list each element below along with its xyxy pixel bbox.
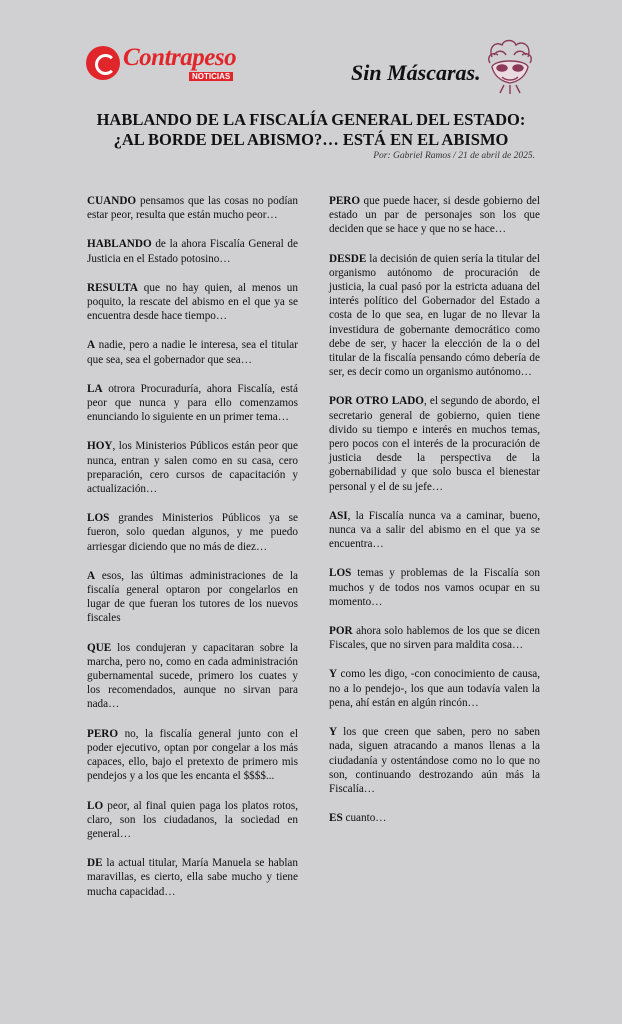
paragraph-text: que puede hacer, si desde gobierno del estado un par de personajes son los que deciden que se hace y que no se hace…: [329, 195, 540, 236]
left-column: [87, 194, 298, 914]
paragraph-text: ahora solo hablemos de los que se dicen Fiscales, que no sirven para maldita cosa…: [329, 625, 540, 652]
paragraph-lead: Y: [329, 668, 338, 681]
mask-icon: [484, 37, 536, 95]
paragraph-text: grandes Ministerios Públicos ya se fueron, solo quedan algunos, y me puedo arriesgar diciendo que no más de diez…: [87, 512, 298, 553]
article-paragraph: [87, 569, 298, 626]
paragraph-lead: LOS: [87, 512, 110, 525]
paragraph-text: , el segundo de abordo, el secretario general de gobierno, quien tiene divido su tiempo e interés en muchos temas, pero pocos con el interés de la procuración de justicia desde la perspectiva de la gobernabilidad y que solo busca el bienestar personal y el de su jefe…: [329, 395, 540, 493]
contrapeso-logo[interactable]: [86, 44, 256, 84]
paragraph-lead: PERO: [87, 727, 119, 740]
article-paragraph: [87, 382, 298, 425]
article-paragraph: [329, 624, 540, 652]
paragraph-text: de la ahora Fiscalía General de Justicia en el Estado potosino…: [87, 238, 298, 265]
paragraph-lead: DE: [87, 857, 103, 870]
article-paragraph: [329, 667, 540, 710]
article-paragraph: [87, 641, 298, 712]
article-paragraph: [87, 856, 298, 899]
paragraph-text: peor, al final quien paga los platos rotos, claro, son los ciudadanos, la sociedad en general…: [87, 799, 298, 840]
paragraph-text: , los Ministerios Públicos están peor que nunca, entran y salen como en su casa, cero preparación, cero cursos de capacitación y actualización…: [87, 440, 298, 496]
title-line-1: HABLANDO DE LA FISCALÍA GENERAL DEL ESTADO:: [96, 110, 526, 129]
paragraph-lead: ES: [329, 812, 343, 825]
paragraph-lead: PERO: [329, 195, 361, 207]
article-paragraph: [87, 237, 298, 265]
title-line-2: ¿AL BORDE DEL ABISMO?… ESTÁ EN EL ABISMO: [113, 130, 509, 149]
paragraph-lead: HABLANDO: [87, 238, 152, 251]
article-paragraph: [329, 394, 540, 493]
article-paragraph: [329, 509, 540, 552]
paragraph-text: que no hay quien, al menos un poquito, la rescate del abismo en el que ya se encuentra desde hace tiempo…: [87, 281, 298, 323]
paragraph-lead: Y: [329, 726, 338, 739]
article-paragraph: [329, 252, 540, 380]
paragraph-text: la decisión de quien sería la titular del organismo autónomo de procuración de justicia, la cual pasó por la estricta aduana del interés político del Gobernador del Estado a costa de lo que sea, en lugar de no llevar la investidura de gobernante democrático como debe de ser, y hacer la elección de la o del titular de la fiscalía pensando cómo debería de ser, es decir como un organismo autónomo…: [329, 252, 540, 379]
article-paragraph: [329, 725, 540, 796]
paragraph-text: cuanto…: [342, 812, 387, 825]
article-paragraph: [87, 439, 298, 496]
paragraph-lead: LO: [87, 799, 104, 812]
article-paragraph: [87, 727, 298, 784]
paragraph-lead: QUE: [87, 641, 112, 654]
logo-name: Contrapeso: [123, 44, 237, 71]
paragraph-lead: LOS: [329, 567, 352, 580]
paragraph-lead: POR OTRO LADO: [329, 395, 425, 408]
article-paragraph: [87, 281, 298, 324]
paragraph-lead: HOY: [87, 440, 113, 453]
article-paragraph: [87, 799, 298, 842]
paragraph-lead: RESULTA: [87, 281, 138, 294]
paragraph-text: temas y problemas de la Fiscalía son muchos y de todos nos vamos ocupar en su momento…: [329, 567, 540, 608]
article-title: [80, 110, 542, 150]
paragraph-lead: POR: [329, 625, 353, 638]
paragraph-text: los condujeran y capacitaran sobre la marcha, pero no, como en cada administración gubernamental sucede, primero los cuates y los recomendados, aunque no sirvan para nada…: [87, 641, 298, 711]
article-paragraph: [87, 338, 298, 366]
right-column: [329, 194, 540, 840]
paragraph-lead: LA: [87, 382, 103, 395]
column-brand: Sin Máscaras.: [351, 60, 481, 85]
paragraph-lead: ASI: [329, 509, 348, 522]
paragraph-text: , la Fiscalía nunca va a caminar, bueno, nunca va a salir del abismo en el que ya se encuentra…: [329, 509, 540, 551]
paragraph-lead: CUANDO: [87, 195, 137, 207]
article-byline: Por: Gabriel Ramos / 21 de abril de 2025.: [373, 151, 535, 161]
paragraph-text: como les digo, -con conocimiento de causa, no a lo pendejo-, los que aun todavía valen la pena, ahí están en algún rincón…: [329, 668, 540, 709]
paragraph-text: pensamos que las cosas no podían estar peor, resulta que están mucho peor…: [87, 195, 298, 222]
paragraph-text: no, la fiscalía general junto con el poder ejecutivo, optan por congelar a los más capaces, ello, bajo el pretexto de primero mis pendejos y a los que les encanta el $$$$...: [87, 727, 298, 783]
page-header: [0, 0, 622, 105]
paragraph-text: los que creen que saben, pero no saben nada, siguen atracando a manos llenas a la ciudadanía y ostentándose como no lo que no son, continuando destrozando aún más la Fiscalía…: [329, 726, 540, 795]
paragraph-lead: A: [87, 339, 96, 352]
contrapeso-logo-icon: [86, 46, 120, 80]
article-paragraph: [329, 566, 540, 609]
article-paragraph: [329, 811, 540, 825]
article-paragraph: [87, 194, 298, 222]
paragraph-lead: DESDE: [329, 252, 367, 265]
logo-subtitle: NOTICIAS: [189, 72, 233, 81]
article-paragraph: [87, 511, 298, 554]
paragraph-text: nadie, pero a nadie le interesa, sea el titular que sea, sea el gobernador que sea…: [87, 339, 298, 366]
paragraph-text: otrora Procuraduría, ahora Fiscalía, está peor que nunca y para ello comenzamos enunciando lo siguiente en un primer tema…: [87, 382, 298, 424]
article-paragraph: [329, 194, 540, 237]
paragraph-text: esos, las últimas administraciones de la fiscalía general optaron por congelarlos en lugar de que fueran los tutores de los nuevos fiscales: [87, 569, 298, 625]
paragraph-lead: A: [87, 569, 96, 582]
paragraph-text: la actual titular, María Manuela se hablan maravillas, es cierto, ella sabe mucho y tiene mucha capacidad…: [87, 857, 298, 898]
